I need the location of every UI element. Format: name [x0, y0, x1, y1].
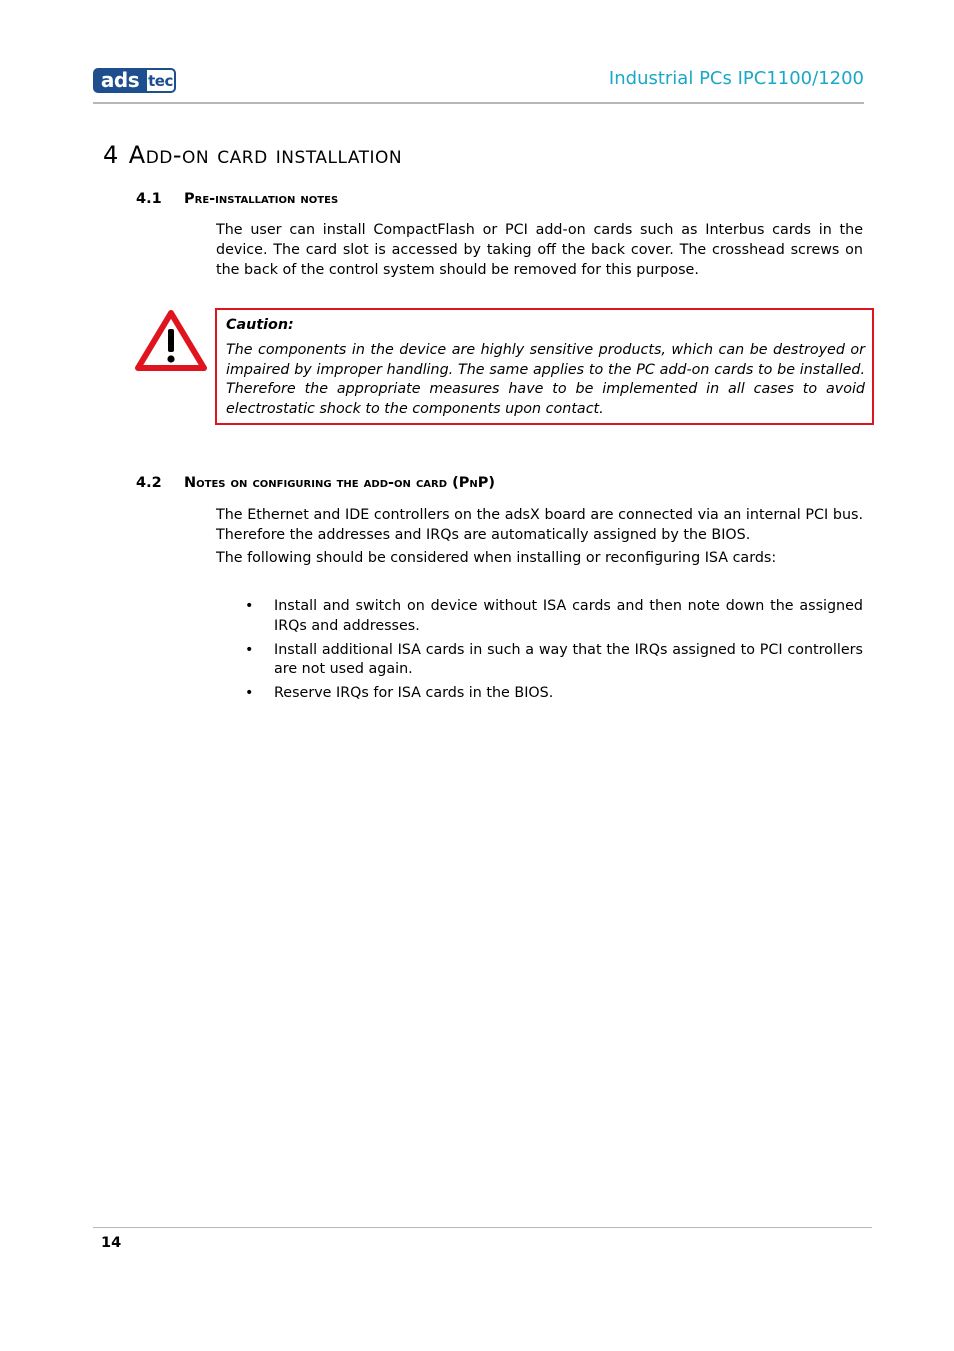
- warning-triangle-icon: [135, 309, 207, 371]
- ads-tec-logo: [93, 68, 177, 93]
- chapter-title: Add-on card installation: [128, 141, 403, 169]
- running-header-title: Industrial PCs IPC1100/1200: [608, 68, 864, 89]
- isa-considerations-paragraph: The following should be considered when installing or reconfiguring ISA cards:: [216, 550, 777, 566]
- caution-box: [215, 308, 874, 425]
- caution-title: Caution:: [226, 317, 294, 333]
- list-item-text: Install additional ISA cards in such a way that the IRQs assigned to PCI controllers are not used again.: [274, 641, 863, 678]
- logo-tec-part: tec: [147, 68, 176, 93]
- bullet-icon: •: [245, 685, 254, 702]
- chapter-heading: [103, 141, 402, 169]
- caution-text: The components in the device are highly sensitive products, which can be destroyed or impaired by improper handling. The same applies to the PC add-on cards to be installed. Therefore the appropriate measures have to be implemented in all cases to avoid electrostatic shock to the components upon contact.: [226, 342, 865, 417]
- header-divider: [93, 102, 864, 104]
- page-number: 14: [101, 1235, 122, 1251]
- section-number: 4.2: [136, 475, 162, 491]
- section-heading-4-1: [136, 191, 338, 207]
- footer-divider: [93, 1227, 872, 1228]
- logo-ads-part: ads: [93, 68, 147, 93]
- pre-installation-paragraph: The user can install CompactFlash or PCI add-on cards such as Interbus cards in the device. The card slot is accessed by taking off the back cover. The crosshead screws on the back of the control system should be removed for this purpose.: [216, 222, 863, 278]
- bullet-icon: •: [245, 641, 254, 658]
- section-number: 4.1: [136, 191, 162, 207]
- section-title: Notes on configuring the add-on card (PnP): [184, 475, 495, 491]
- section-heading-4-2: [136, 475, 495, 491]
- list-item-text: Install and switch on device without ISA cards and then note down the assigned IRQs and addresses.: [274, 598, 863, 634]
- section-title: Pre-installation notes: [184, 191, 339, 207]
- configuring-paragraph: The Ethernet and IDE controllers on the adsX board are connected via an internal PCI bus. Therefore the addresses and IRQs are automatically assigned by the BIOS.: [216, 507, 863, 543]
- chapter-number: 4: [103, 141, 119, 169]
- bullet-icon: •: [245, 598, 254, 614]
- list-item-text: Reserve IRQs for ISA cards in the BIOS.: [274, 685, 554, 702]
- list-item: [216, 597, 863, 637]
- list-item: [216, 641, 863, 681]
- list-item: [216, 684, 863, 704]
- isa-steps-list: [216, 597, 863, 708]
